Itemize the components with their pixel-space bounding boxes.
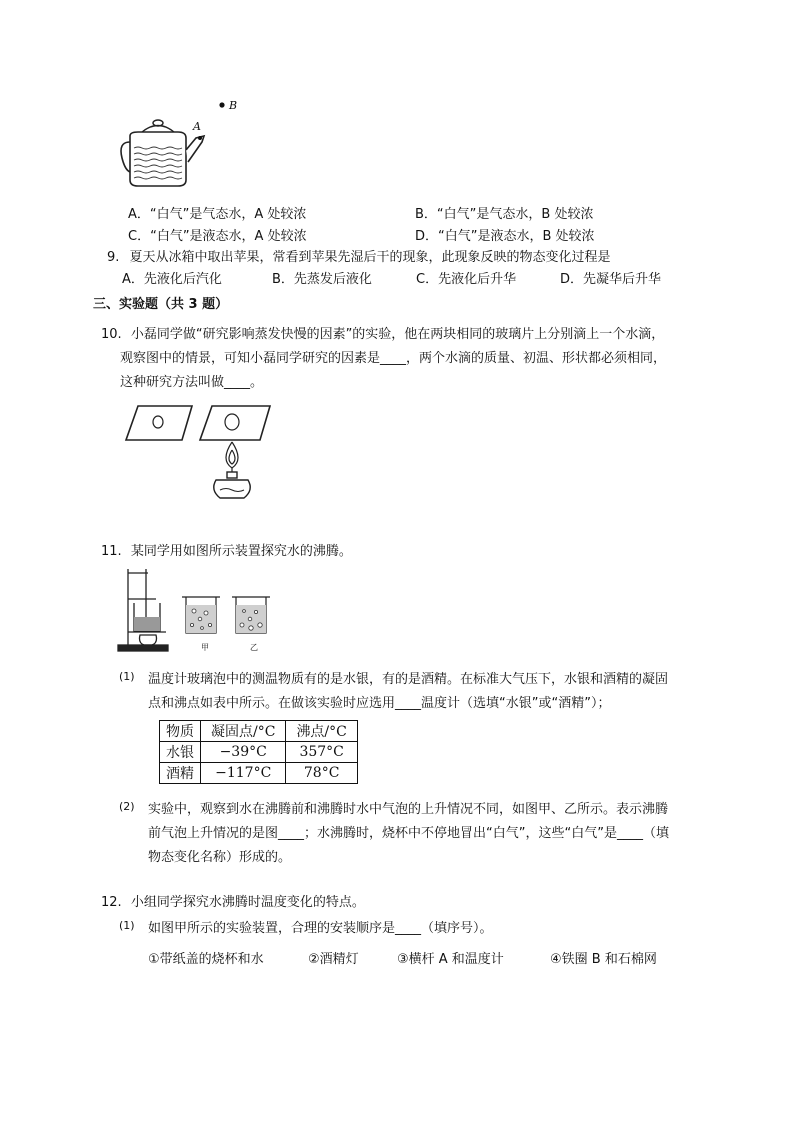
evaporation-figure bbox=[124, 402, 274, 502]
q8-option-d[interactable] bbox=[415, 225, 595, 244]
option-letter: B． bbox=[415, 207, 437, 222]
option-letter: D． bbox=[560, 272, 584, 287]
table-cell: 78°C bbox=[286, 763, 357, 784]
option-letter: D． bbox=[415, 229, 439, 244]
option-text: 先凝华后升华 bbox=[583, 272, 662, 287]
q12-item-3: ③横杆 A 和温度计 bbox=[397, 952, 504, 967]
figure-label-jia: 甲 bbox=[201, 643, 209, 652]
q11-sub2-number: (2) bbox=[119, 800, 135, 813]
table-cell: −39°C bbox=[201, 742, 286, 763]
beaker-yi bbox=[232, 597, 270, 633]
q12-item-2: ②酒精灯 bbox=[308, 952, 359, 967]
table-header-row bbox=[160, 721, 358, 742]
option-text: 先蒸发后液化 bbox=[293, 272, 372, 287]
q11-sub1-number: (1) bbox=[119, 670, 135, 683]
option-letter: B． bbox=[272, 272, 294, 287]
table-cell: −117°C bbox=[201, 763, 286, 784]
figure-label-yi: 乙 bbox=[250, 643, 258, 652]
q12-stem bbox=[101, 891, 365, 910]
q10-line3: 这种研究方法叫做____。 bbox=[120, 375, 264, 390]
q12-number: 12. bbox=[101, 895, 122, 910]
label-a: A bbox=[193, 120, 201, 133]
option-text: “白气”是气态水，A 处较浓 bbox=[149, 207, 307, 222]
teapot-figure bbox=[118, 98, 228, 190]
table-header: 物质 bbox=[160, 721, 201, 742]
table-header: 凝固点/°C bbox=[201, 721, 286, 742]
q12-text: 小组同学探究水沸腾时温度变化的特点。 bbox=[130, 895, 365, 910]
q11-text: 某同学用如图所示装置探究水的沸腾。 bbox=[130, 544, 352, 559]
glass-plate-left bbox=[126, 406, 192, 440]
q10-number: 10. bbox=[101, 327, 122, 342]
option-text: 先液化后汽化 bbox=[143, 272, 222, 287]
q9-stem bbox=[107, 246, 611, 265]
q12-sub1-line1: 如图甲所示的实验装置，合理的安装顺序是____（填序号）。 bbox=[148, 921, 493, 936]
label-b: B bbox=[229, 99, 238, 112]
q12-item-1: ①带纸盖的烧杯和水 bbox=[148, 952, 264, 967]
alcohol-lamp-icon bbox=[214, 472, 251, 498]
q9-text: 夏天从冰箱中取出苹果，常看到苹果先湿后干的现象，此现象反映的物态变化过程是 bbox=[129, 250, 611, 265]
option-text: “白气”是液态水，A 处较浓 bbox=[150, 229, 307, 244]
option-letter: C． bbox=[128, 229, 151, 244]
option-letter: C． bbox=[416, 272, 439, 287]
table-cell: 357°C bbox=[286, 742, 357, 763]
q12-sub1-number: (1) bbox=[119, 919, 135, 932]
q8-option-b[interactable] bbox=[415, 203, 593, 222]
q12-item-4: ④铁圈 B 和石棉网 bbox=[550, 952, 657, 967]
option-text: 先液化后升华 bbox=[438, 272, 517, 287]
option-letter: A． bbox=[122, 272, 144, 287]
q11-sub1-line2: 点和沸点如表中所示。在做该实验时应选用____温度计（选填“水银”或“酒精”）； bbox=[148, 696, 611, 711]
q8-option-c[interactable] bbox=[128, 225, 307, 244]
melting-boiling-point-table bbox=[159, 720, 358, 784]
q8-option-a[interactable] bbox=[128, 203, 306, 222]
q10-line2: 观察图中的情景，可知小磊同学研究的因素是____，两个水滴的质量、初温、形状都必须相同， bbox=[120, 351, 667, 366]
beaker-jia bbox=[182, 597, 220, 633]
flame-icon bbox=[226, 442, 238, 474]
q11-sub1-line1: 温度计玻璃泡中的测温物质有的是水银，有的是酒精。在标准大气压下，水银和酒精的凝固 bbox=[148, 672, 669, 687]
table-row bbox=[160, 742, 358, 763]
option-text: “白气”是气态水，B 处较浓 bbox=[436, 207, 594, 222]
glass-plate-right bbox=[200, 406, 270, 440]
table-cell: 酒精 bbox=[160, 763, 201, 784]
q9-option-b[interactable] bbox=[272, 268, 372, 287]
q11-stem bbox=[101, 540, 352, 559]
q9-option-d[interactable] bbox=[560, 268, 661, 287]
q10-text: 小磊同学做“研究影响蒸发快慢的因素”的实验，他在两块相同的玻璃片上分别滴上一个水滴， bbox=[130, 327, 665, 342]
q11-sub2-line1: 实验中，观察到水在沸腾前和沸腾时水中气泡的上升情况不同，如图甲、乙所示。表示沸腾 bbox=[148, 802, 669, 817]
table-row bbox=[160, 763, 358, 784]
q9-number: 9. bbox=[107, 250, 120, 265]
option-letter: A． bbox=[128, 207, 150, 222]
q11-sub2-line3: 物态变化名称）形成的。 bbox=[148, 850, 292, 865]
q9-option-a[interactable] bbox=[122, 268, 222, 287]
section-heading: 三、实验题（共 3 题） bbox=[93, 297, 229, 312]
q11-sub2-line2: 前气泡上升情况的是图____；水沸腾时，烧杯中不停地冒出“白气”，这些“白气”是____（填 bbox=[148, 826, 669, 841]
option-text: “白气”是液态水，B 处较浓 bbox=[438, 229, 595, 244]
table-cell: 水银 bbox=[160, 742, 201, 763]
table-header: 沸点/°C bbox=[286, 721, 357, 742]
point-b-dot bbox=[219, 102, 224, 107]
q11-number: 11. bbox=[101, 544, 122, 559]
q9-option-c[interactable] bbox=[416, 268, 516, 287]
q10-line1 bbox=[101, 323, 664, 342]
